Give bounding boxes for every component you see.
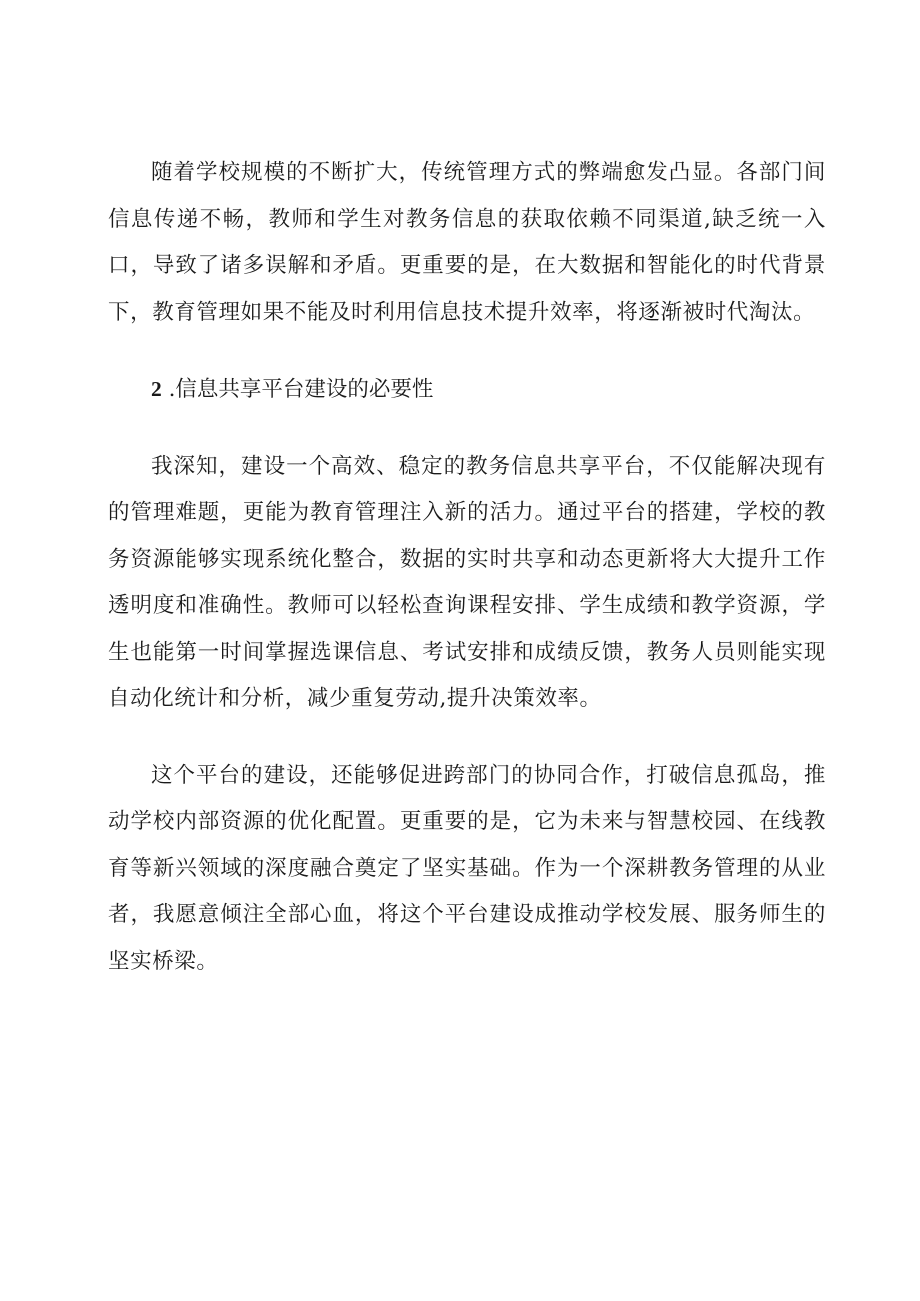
document-page [108,150,826,1015]
section-heading [108,366,826,414]
paragraph-collaboration: 这个平台的建设，还能够促进跨部门的协同合作，打破信息孤岛，推动学校内部资源的优化配置。更重要的是，它为未来与智慧校园、在线教育等新兴领域的深度融合奠定了坚实基础。作为一个深耕教务管理的从业者，我愿意倾注全部心血，将这个平台建设成推动学校发展、服务师生的坚实桥梁。 [108,762,826,974]
section-title: .信息共享平台建设的必要性 [168,377,434,402]
paragraph-necessity: 我深知，建设一个高效、稳定的教务信息共享平台，不仅能解决现有的管理难题，更能为教育管理注入新的活力。通过平台的搭建，学校的教务资源能够实现系统化整合，数据的实时共享和动态更新将大大提升工作透明度和准确性。教师可以轻松查询课程安排、学生成绩和教学资源，学生也能第一时间掌握选课信息、考试安排和成绩反馈，教务人员则能实现自动化统计和分析，减少重复劳动,提升决策效率。 [108,453,826,711]
section-number: 2 [151,377,162,401]
paragraph-background: 随着学校规模的不断扩大，传统管理方式的弊端愈发凸显。各部门间信息传递不畅，教师和学生对教务信息的获取依赖不同渠道,缺乏统一入口，导致了诸多误解和矛盾。更重要的是，在大数据和智能化的时代背景下，教育管理如果不能及时利用信息技术提升效率，将逐渐被时代淘汰。 [108,160,826,325]
